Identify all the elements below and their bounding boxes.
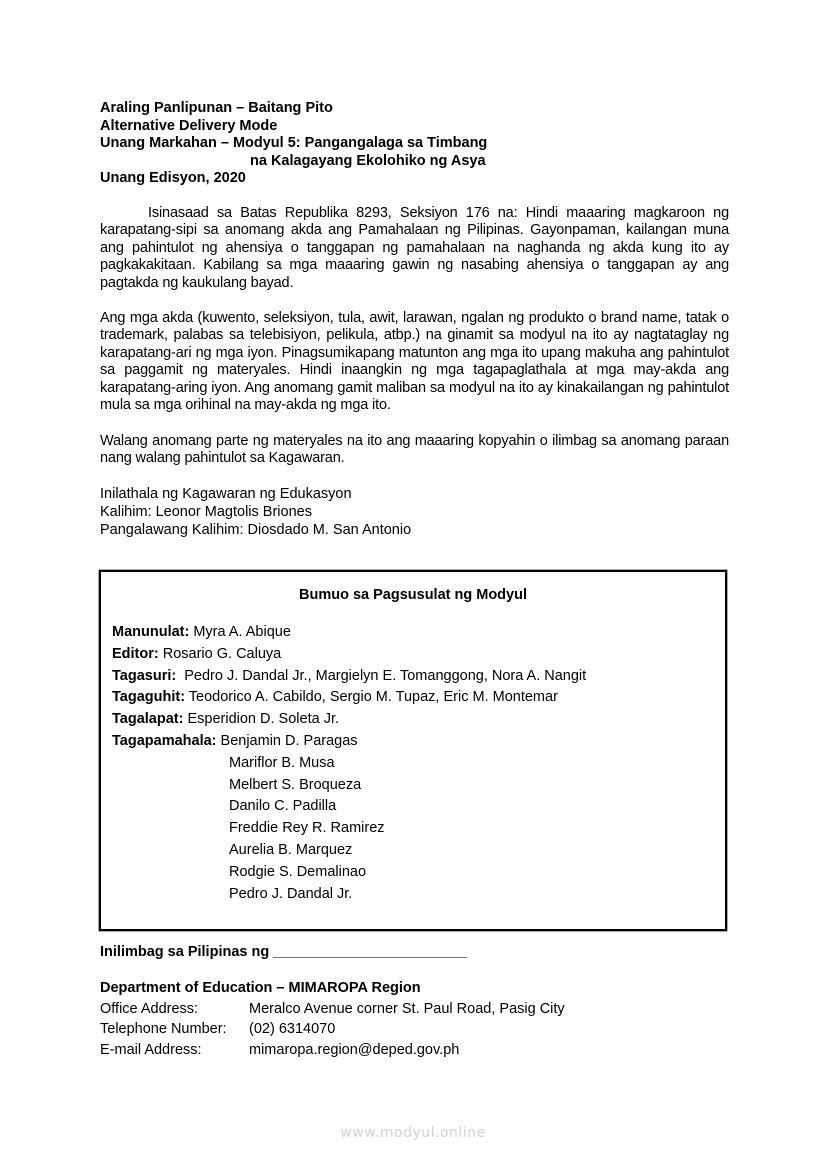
deped-heading: Department of Education – MIMAROPA Region — [100, 980, 421, 996]
contact-label: E-mail Address: — [100, 1041, 202, 1058]
credit-reviewers — [112, 666, 586, 688]
credit-writer — [112, 622, 586, 644]
manager-name: Rodgie S. Demalinao — [229, 863, 367, 880]
edition: Unang Edisyon, 2020 — [100, 170, 246, 186]
undersecretary-line: Pangalawang Kalihim: Diosdado M. San Antonio — [100, 521, 412, 538]
module-title-continued: na Kalagayang Ekolohiko ng Asya — [250, 152, 486, 169]
trademark-paragraph: Ang mga akda (kuwento, seleksiyon, tula, awit, larawan, ngalan ng produkto o brand name, tatak o trademark, palabas sa telebisiyon, pelikula, atbp.) na ginamit sa modyul na ito ay nagtataglay ng karapatang-ari ng mga iyon. Pinagsumikapang matunton ang mga ito upang makuha ang pahintulot sa paggamit ng materyales. Hindi inaangkin ng mga tagapaglathala at mga may-akda ang karapatang-aring iyon. Ang anomang gamit maliban sa modyul na ito ay kinakailangan ng pahintulot mula sa mga orihinal na may-akda ng mga ito. — [100, 310, 729, 414]
credit-layout-artist — [112, 709, 586, 731]
credit-label: Editor: — [112, 645, 159, 662]
watermark: www.modyul.online — [340, 1125, 486, 1141]
office-address-row — [100, 999, 565, 1020]
delivery-mode: Alternative Delivery Mode — [100, 117, 278, 134]
credit-label: Tagasuri: — [112, 667, 177, 684]
manager-name: Danilo C. Padilla — [229, 798, 337, 815]
manager-name: Freddie Rey R. Ramirez — [229, 820, 385, 837]
credits-title: Bumuo sa Pagsusulat ng Modyul — [299, 587, 527, 603]
contact-value: (02) 6314070 — [249, 1021, 336, 1037]
credit-label: Tagapamahala: — [112, 732, 217, 749]
publisher-line: Inilathala ng Kagawaran ng Edukasyon — [100, 486, 352, 502]
credit-editor — [112, 644, 586, 666]
credit-value: Benjamin D. Paragas — [216, 732, 358, 749]
credit-value: Rosario G. Caluya — [158, 645, 282, 662]
telephone-row — [100, 1019, 565, 1040]
credits-box — [99, 570, 727, 931]
contact-value: mimaropa.region@deped.gov.ph — [249, 1041, 460, 1058]
contact-label: Telephone Number: — [100, 1021, 227, 1037]
credit-management — [112, 731, 586, 753]
credit-value: Myra A. Abique — [189, 624, 291, 640]
credit-value: Teodorico A. Cabildo, Sergio M. Tupaz, Eric M. Montemar — [185, 689, 558, 706]
credit-value: Esperidion D. Soleta Jr. — [183, 711, 340, 728]
secretary-line: Kalihim: Leonor Magtolis Briones — [100, 503, 312, 520]
manager-name: Aurelia B. Marquez — [229, 841, 353, 858]
manager-name: Pedro J. Dandal Jr. — [229, 885, 353, 902]
contact-label: Office Address: — [100, 1000, 199, 1017]
subject-title: Araling Panlipunan – Baitang Pito — [100, 100, 333, 116]
email-row — [100, 1040, 565, 1061]
deped-contact — [100, 978, 565, 1060]
credit-label: Manunulat: — [112, 624, 190, 640]
credit-label: Tagalapat: — [112, 711, 184, 728]
manager-name: Mariflor B. Musa — [229, 754, 335, 771]
credit-value: Pedro J. Dandal Jr., Margielyn E. Tomanggong, Nora A. Nangit — [176, 667, 587, 684]
title-block — [100, 100, 487, 188]
credits-list — [112, 622, 586, 905]
copyright-paragraph: Isinasaad sa Batas Republika 8293, Seksiyon 176 na: Hindi maaaring magkaroon ng karapatang-sipi sa anomang akda ang Pamahalaan ng Pilipinas. Gayonpaman, kailangan muna ang pahintulot ng ahensiya o tanggapan ng pamahalaan na naghanda ng akda kung ito ay pagkakakitaan. Kabilang sa mga maaaring gawin ng nasabing ahensiya o tanggapan ay ang pagtakda ng kaukulang bayad. — [100, 205, 729, 291]
publisher-info — [100, 486, 411, 539]
credit-illustrators — [112, 687, 586, 709]
printed-in-line: Inilimbag sa Pilipinas ng ________________________ — [100, 944, 467, 960]
manager-name: Melbert S. Broqueza — [229, 776, 362, 793]
module-title: Unang Markahan – Modyul 5: Pangangalaga sa Timbang — [100, 135, 488, 151]
credit-label: Tagaguhit: — [112, 689, 186, 706]
contact-value: Meralco Avenue corner St. Paul Road, Pasig City — [249, 1000, 565, 1017]
reproduction-paragraph: Walang anomang parte ng materyales na ito ang maaaring kopyahin o ilimbag sa anomang paraan nang walang pahintulot sa Kagawaran. — [100, 433, 729, 467]
